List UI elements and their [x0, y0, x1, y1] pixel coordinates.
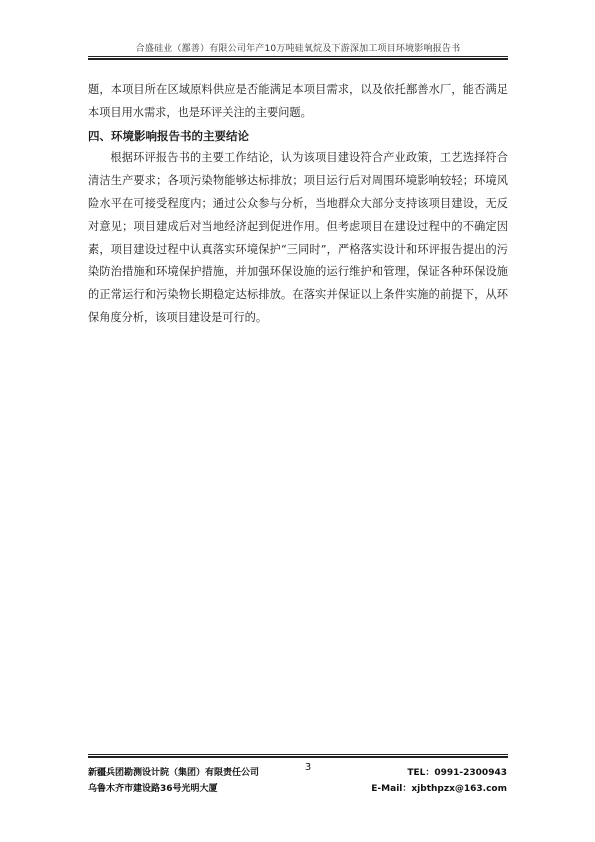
- footer-tel: TEL：0991-2300943: [407, 768, 507, 778]
- paragraph-conclusion: 根据环评报告书的主要工作结论，认为该项目建设符合产业政策，工艺选择符合清洁生产要求；各项污染物能够达标排放；项目运行后对周围环境影响较轻；环境风险水平在可接受程度内；通过公众参与分析，当地群众大部分支持该项目建设，无反对意见；项目建成后对当地经济起到促进作用。但考虑项目在建设过程中的不确定因素，项目建设过程中认真落实环境保护“三同时”，严格落实设计和环评报告提出的污染防治措施和环境保护措施，并加强环保设施的运行维护和管理，保证各种环保设施的正常运行和污染物长期稳定达标排放。在落实并保证以上条件实施的前提下，从环保角度分析，该项目建设是可行的。: [88, 151, 508, 324]
- footer-company: 新疆兵团勘测设计院（集团）有限责任公司: [88, 768, 260, 778]
- section-heading: 四、环境影响报告书的主要结论: [88, 128, 249, 143]
- footer-rule-thick: [88, 756, 508, 758]
- header-rule: [88, 56, 508, 57]
- header-rule-thick: [88, 58, 508, 60]
- document-body: [88, 79, 508, 330]
- paragraph-continuation: 题，本项目所在区域原料供应是否能满足本项目需求，以及依托鄯善水厂，能否满足本项目用水需求，也是环评关注的主要问题。: [88, 83, 508, 119]
- footer-address: 乌鲁木齐市建设路36号光明大厦: [88, 784, 218, 794]
- footer-rule: [88, 754, 508, 755]
- footer-email: E-Mail：xjbthpzx@163.com: [371, 784, 507, 794]
- page-number: 3: [304, 762, 312, 773]
- header-title: 合盛硅业（鄯善）有限公司年产10万吨硅氧烷及下游深加工项目环境影响报告书: [135, 44, 461, 54]
